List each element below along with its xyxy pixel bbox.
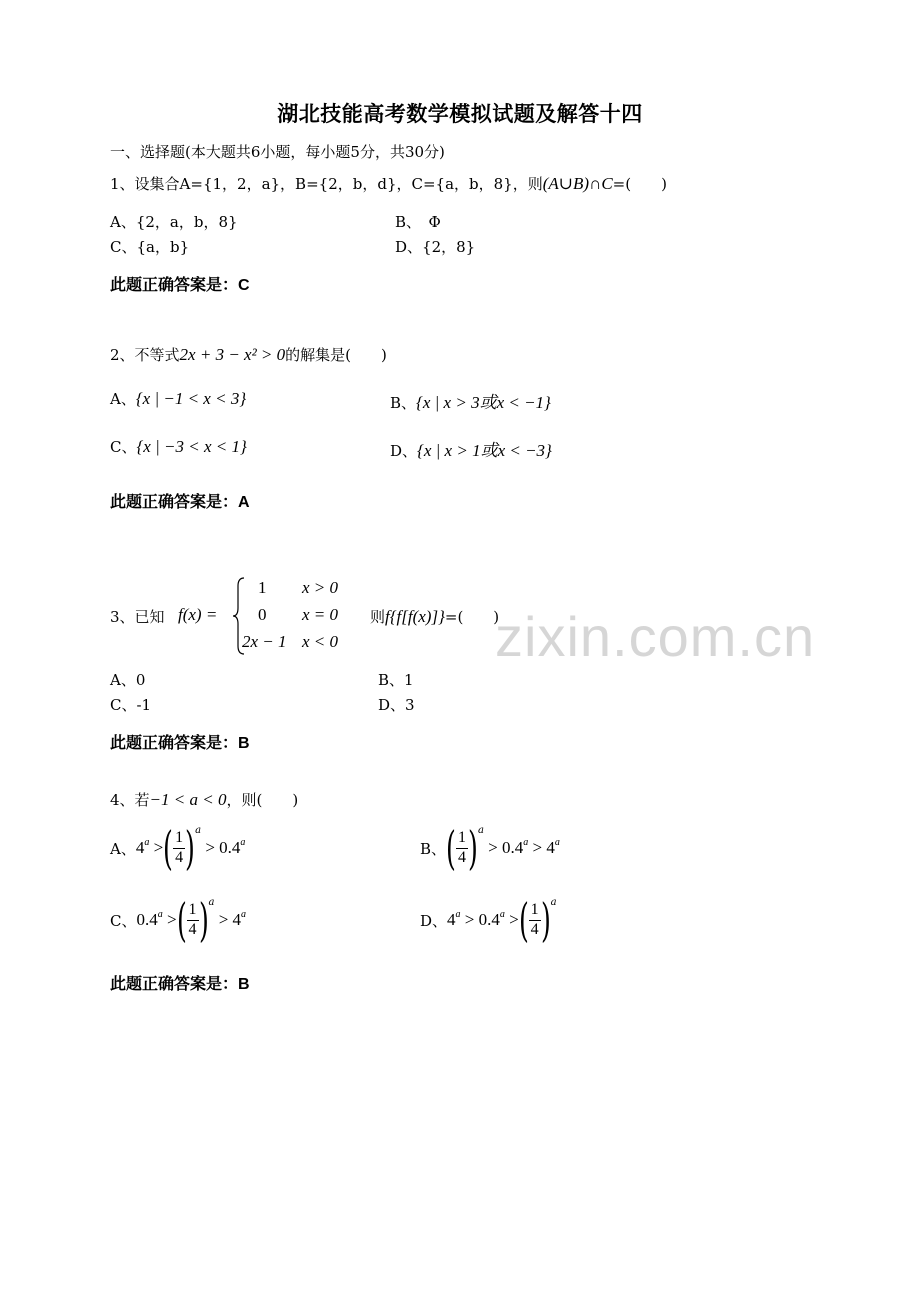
q3-answer	[110, 730, 250, 753]
q4-answer-value: B	[238, 976, 250, 993]
q4-option-b: B、 ( $\frac{1}{4}$ ) a > $0.4^a > 4^a$	[420, 821, 560, 875]
q3-option-c: C、-1	[110, 696, 152, 714]
q3-option-b: B、1	[378, 671, 414, 689]
q4-b-exp-1: a	[477, 824, 484, 836]
q2-option-a-label: A、	[110, 390, 136, 408]
q4-answer	[110, 971, 250, 994]
q4-stem-prefix: 4、若	[110, 791, 150, 809]
watermark: zixin.com.cn	[495, 605, 816, 668]
q3-case-1-cond: x > 0	[302, 578, 339, 597]
q3-answer-value: B	[238, 735, 250, 752]
q3-then-label: 则	[370, 608, 386, 626]
q4-b-frac-den: 4	[457, 848, 466, 866]
q4-b-frac-num: 1	[456, 829, 468, 848]
q3-then	[370, 606, 499, 627]
q2-option-b-text: {x | x > 3或x < −1}	[416, 393, 551, 412]
q2-option-c-text: {x | −3 < x < 1}	[136, 437, 247, 456]
q4-c-exp-3: a	[241, 909, 247, 920]
q4-option-a: A、 $4^a$ > ( $\frac{1}{4}$ ) a > 0.4$^a$	[110, 821, 246, 875]
q2-option-a-text: {x | −1 < x < 3}	[135, 389, 247, 408]
q4-a-exp-2: a	[195, 824, 202, 836]
q4-option-d: D、 $4^a > 0.4^a$ > ( $\frac{1}{4}$ ) a	[420, 893, 557, 947]
q2-label: 2、不等式	[110, 346, 180, 364]
q2-option-d	[390, 436, 552, 461]
q4-stem	[110, 789, 298, 810]
q3-option-d: D、3	[378, 696, 415, 714]
q2-option-d-text: {x | x > 1或x < −3}	[417, 441, 552, 460]
q1-answer-prefix: 此题正确答案是：	[110, 277, 239, 294]
q4-stem-suffix: ，则( )	[226, 791, 299, 809]
q1-option-d: D、{2，8}	[395, 238, 476, 256]
q4-c-exp-1: a	[157, 909, 163, 920]
section-header: 一、选择题(本大题共6小题，每小题5分，共30分)	[110, 143, 445, 161]
page-title: 湖北技能高考数学模拟试题及解答十四	[277, 102, 643, 126]
q4-a-frac-num: 1	[173, 829, 185, 848]
q4-d-exp-2: a	[499, 909, 505, 920]
q1-stem-suffix: =( )	[612, 175, 667, 193]
q1-option-a: A、{2，a，b，8}	[110, 213, 238, 231]
q3-case-2-value: 0	[258, 605, 267, 624]
q4-d-exp-1: a	[455, 909, 461, 920]
q1-stem-prefix: 1、设集合A={1，2，a}，B={2，b，d}，C={a，b，8}，则	[110, 175, 543, 193]
q4-option-a-label: A、	[110, 839, 136, 858]
q2-option-b	[390, 388, 551, 413]
q1-stem	[110, 173, 667, 194]
q2-option-a	[110, 388, 246, 409]
q1-option-c: C、{a，b}	[110, 238, 190, 256]
q4-option-c-label: C、	[110, 911, 137, 930]
q4-b-exp-3: a	[554, 837, 560, 848]
q1-option-b: B、 Φ	[395, 213, 441, 231]
q4-answer-prefix: 此题正确答案是：	[110, 976, 239, 993]
q3-fx: f(x) =	[178, 605, 218, 624]
q4-option-d-label: D、	[420, 911, 448, 930]
q2-option-b-label: B、	[390, 394, 417, 412]
q4-option-c: C、 0.4$^a$ > ( $\frac{1}{4}$ ) a > $4^a$	[110, 893, 247, 947]
q1-stem-math: (A∪B)∩C	[542, 174, 613, 193]
q4-a-exp-3: a	[240, 837, 246, 848]
q1-answer-value: C	[238, 277, 250, 294]
q2-answer-value: A	[238, 494, 250, 511]
q3-case-2-cond: x = 0	[302, 605, 339, 624]
q4-option-b-label: B、	[420, 839, 447, 858]
q3-case-1-value: 1	[258, 578, 267, 597]
q2-option-d-label: D、	[390, 442, 418, 460]
q3-option-a: A、0	[110, 671, 146, 689]
q4-b-exp-2: a	[523, 837, 529, 848]
q1-answer	[110, 272, 250, 295]
q2-stem	[110, 344, 387, 365]
q2-answer	[110, 489, 250, 512]
q4-c-frac-num: 1	[187, 901, 199, 920]
q4-d-frac-den: 4	[530, 920, 539, 938]
q4-a-frac-den: 4	[175, 848, 184, 866]
q4-d-frac-num: 1	[529, 901, 541, 920]
q3-label: 3、已知	[110, 608, 165, 626]
q2-suffix: 的解集是( )	[285, 346, 387, 364]
q2-option-c-label: C、	[110, 438, 137, 456]
q3-target: f{f[f(x)]}	[385, 607, 445, 626]
q4-stem-math: −1 < a < 0	[149, 790, 227, 809]
q2-expr: 2x + 3 − x² > 0	[179, 345, 286, 364]
q4-c-exp-2: a	[208, 896, 215, 908]
q4-d-exp-3: a	[550, 896, 557, 908]
q4-a-exp-1: a	[144, 837, 150, 848]
q3-case-3-value: 2x − 1	[242, 632, 287, 651]
q3-case-3-cond: x < 0	[302, 632, 339, 651]
q4-c-frac-den: 4	[188, 920, 197, 938]
q3-answer-prefix: 此题正确答案是：	[110, 735, 239, 752]
q3-suffix: =( )	[444, 608, 500, 626]
q2-answer-prefix: 此题正确答案是：	[110, 494, 239, 511]
q2-option-c	[110, 436, 247, 457]
